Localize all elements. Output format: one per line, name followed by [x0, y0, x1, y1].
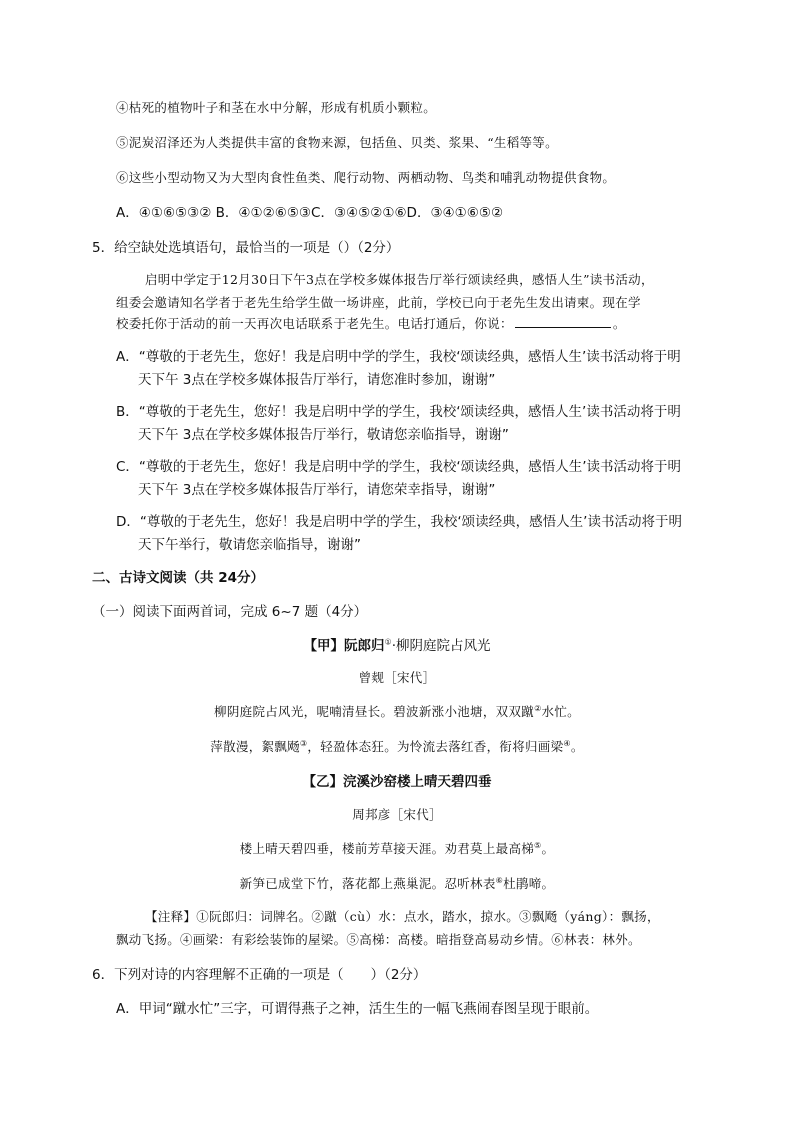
q4-item-4: ④枯死的植物叶子和茎在水中分解，形成有机质小颗粒。 — [116, 100, 437, 115]
poem-yi-line-2-a: 新笋已成堂下竹，落花都上燕巢泥。忍听林表 — [239, 876, 496, 891]
poem-jia-author: 曾觌［宋代］ — [358, 670, 436, 685]
poem-jia-title-b: ·柳阴庭院占风光 — [391, 638, 491, 654]
q4-item-6: ⑥这些小型动物又为大型肉食性鱼类、爬行动物、两栖动物、鸟类和哺乳动物提供食物。 — [116, 170, 616, 185]
poem-jia-line-2-b: ，轻盈体态狂。为怜流去落红香，衔将归画梁 — [307, 739, 564, 754]
q5-option-d-line-2: 天下午举行，敬请您亲临指导，谢谢” — [138, 537, 361, 553]
q5-question: 5．给空缺处选填语句，最恰当的一项是（）（2分） — [92, 240, 400, 256]
answer-blank[interactable] — [515, 315, 611, 328]
q5-passage-line-3 — [116, 314, 626, 332]
poem-jia-line-1-a: 柳阴庭院占风光，呢喃清昼长。碧波新涨小池塘，双双蹴 — [214, 704, 535, 719]
poem-jia-line-2 — [0, 737, 794, 755]
notes-line-1: 【注释】①阮郎归：词牌名。②蹴（cù）水：点水，踏水，掠水。③飘飏（yáng）：飘扬， — [145, 909, 660, 924]
q5-option-c-line-1: C．“尊敬的于老先生，您好！我是启明中学的学生，我校‘颂读经典，感悟人生’读书活动将于明 — [116, 459, 682, 475]
notes-line-2: 飘动飞扬。④画梁：有彩绘装饰的屋梁。⑤高梯：高楼。暗指登高易动乡情。⑥林表：林外。 — [116, 932, 641, 947]
poem-jia-line-2-c: 。 — [570, 739, 584, 754]
note-marker-3: ③ — [299, 738, 308, 748]
q6-question: 6．下列对诗的内容理解不正确的一项是（ ）（2分） — [92, 967, 427, 983]
q5-option-d-line-1: D．“尊敬的于老先生，您好！我是启明中学的学生，我校‘颂读经典，感悟人生’读书活动将于明 — [116, 514, 682, 530]
q5-passage-line-3-text: 校委托你于活动的前一天再次电话联系于老先生。电话打通后，你说： — [116, 316, 513, 331]
poem-jia-line-1-b: 水忙。 — [541, 704, 580, 719]
note-marker-5: ⑤ — [534, 840, 542, 850]
poem-yi-author: 周邦彦［宋代］ — [352, 807, 442, 822]
section-2-subheading: （一）阅读下面两首词，完成 6~7 题（4分） — [92, 604, 368, 620]
note-marker-4: ④ — [563, 738, 571, 748]
q5-passage-end: 。 — [612, 316, 626, 331]
poem-yi-title: 【乙】浣溪沙窑楼上晴天碧四垂 — [302, 774, 492, 790]
q5-option-a-line-1: A．“尊敬的于老先生，您好！我是启明中学的学生，我校‘颂读经典，感悟人生’读书活动将于明 — [116, 349, 681, 365]
poem-yi-line-1 — [0, 839, 794, 857]
q5-option-b-line-1: B．“尊敬的于老先生，您好！我是启明中学的学生，我校‘颂读经典，感悟人生’读书活动将于明 — [116, 404, 681, 420]
q5-option-c-line-2: 天下午 3点在学校多媒体报告厅举行，请您荣幸指导，谢谢” — [138, 482, 496, 498]
q5-passage-line-1: 启明中学定于12月30日下午3点在学校多媒体报告厅举行颂读经典，感悟人生”读书活动， — [145, 272, 654, 287]
poem-yi-line-2 — [0, 874, 794, 892]
poem-yi-line-1-b: 。 — [541, 841, 555, 856]
q4-item-5: ⑤泥炭沼泽还为人类提供丰富的食物来源，包括鱼、贝类、浆果、“生稻等等。 — [116, 135, 558, 150]
q5-option-b-line-2: 天下午 3点在学校多媒体报告厅举行，敬请您亲临指导，谢谢” — [138, 427, 509, 443]
section-2-heading: 二、古诗文阅读（共 24分） — [92, 570, 264, 586]
q5-option-a-line-2: 天下午 3点在学校多媒体报告厅举行，请您准时参加，谢谢” — [138, 372, 496, 388]
note-marker-2: ② — [534, 703, 542, 713]
poem-yi-line-1-a: 楼上晴天碧四垂，楼前芳草接天涯。劝君莫上最高梯 — [239, 841, 535, 856]
q4-options: A．④①⑥⑤③② B．④①②⑥⑤③C．③④⑤②①⑥D．③④①⑥⑤② — [116, 205, 504, 221]
q6-option-a: A．甲词“蹴水忙”三字，可谓得燕子之神，活生生的一幅飞燕闹春图呈现于眼前。 — [116, 1001, 599, 1017]
note-marker-6: ⑥ — [495, 875, 504, 885]
poem-jia-title — [0, 634, 794, 654]
poem-yi-line-2-b: 杜鹃啼。 — [503, 876, 555, 891]
poem-jia-line-2-a: 萍散漫，絮飘飏 — [210, 739, 300, 754]
q5-passage-line-2: 组委会邀请知名学者于老先生给学生做一场讲座，此前，学校已向于老先生发出请柬。现在学 — [116, 295, 641, 310]
note-marker-1: ① — [384, 637, 392, 647]
poem-jia-title-a: 【甲】阮郎归 — [303, 638, 385, 654]
poem-jia-line-1 — [0, 702, 794, 720]
